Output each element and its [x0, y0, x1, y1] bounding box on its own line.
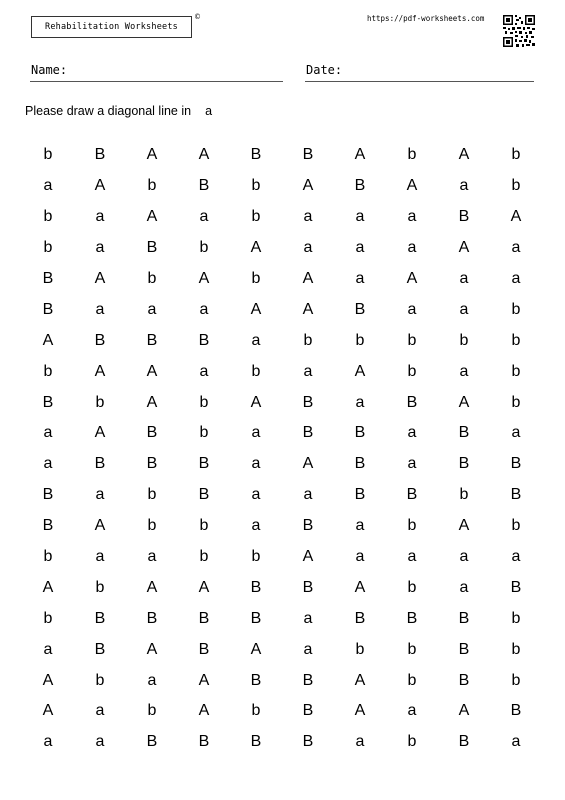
letter-cell[interactable]: a — [407, 548, 417, 566]
letter-cell[interactable]: B — [94, 331, 106, 349]
letter-cell[interactable]: b — [407, 331, 417, 349]
letter-cell[interactable]: B — [458, 640, 470, 658]
letter-cell[interactable]: b — [147, 486, 157, 504]
letter-cell[interactable]: A — [406, 177, 418, 195]
letter-cell[interactable]: b — [459, 331, 469, 349]
letter-cell[interactable]: a — [95, 548, 105, 566]
letter-cell[interactable]: b — [511, 177, 521, 195]
letter-cell[interactable]: b — [251, 702, 261, 720]
letter-cell[interactable]: b — [511, 362, 521, 380]
letter-cell[interactable]: A — [198, 146, 210, 164]
letter-cell[interactable]: b — [511, 671, 521, 689]
letter-cell[interactable]: b — [355, 331, 365, 349]
worksheet-title: Rehabilitation Worksheets — [31, 16, 192, 38]
letter-cell[interactable]: b — [251, 270, 261, 287]
letter-cell[interactable]: B — [302, 424, 314, 442]
letter-cell[interactable]: A — [302, 455, 314, 473]
letter-cell[interactable]: B — [250, 578, 262, 596]
letter-cell[interactable]: A — [354, 578, 366, 596]
letter-cell[interactable]: b — [43, 609, 53, 627]
letter-cell[interactable]: b — [147, 270, 157, 287]
letter-cell[interactable]: a — [511, 239, 521, 257]
letter-cell[interactable]: A — [354, 671, 366, 689]
letter-cell[interactable]: B — [42, 300, 54, 318]
letter-cell[interactable]: a — [303, 640, 313, 658]
letter-cell[interactable]: B — [42, 270, 54, 287]
letter-cell[interactable]: A — [458, 702, 470, 720]
letter-cell[interactable]: B — [354, 486, 366, 504]
letter-cell[interactable]: A — [42, 702, 54, 720]
letter-cell[interactable]: b — [355, 640, 365, 658]
letter-cell[interactable]: A — [94, 177, 106, 195]
letter-cell[interactable]: B — [198, 609, 210, 627]
letter-cell[interactable]: B — [250, 609, 262, 627]
letter-cell[interactable]: B — [510, 578, 522, 596]
letter-cell[interactable]: a — [407, 455, 417, 473]
letter-cell[interactable]: B — [406, 486, 418, 504]
letter-cell[interactable]: A — [250, 239, 262, 257]
letter-cell[interactable]: B — [146, 609, 158, 627]
copyright-mark: © — [194, 13, 201, 21]
letter-cell[interactable]: b — [43, 239, 53, 257]
letter-cell[interactable]: b — [43, 146, 53, 164]
letter-cell[interactable]: B — [302, 517, 314, 535]
qr-code-icon — [503, 15, 535, 47]
letter-cell[interactable]: a — [511, 424, 521, 442]
letter-cell[interactable]: A — [42, 331, 54, 349]
letter-cell[interactable]: B — [146, 239, 158, 257]
letter-cell[interactable]: A — [250, 393, 262, 411]
name-line[interactable] — [30, 81, 283, 82]
letter-cell[interactable]: B — [250, 733, 262, 751]
letter-cell[interactable]: A — [146, 362, 158, 380]
letter-cell[interactable]: a — [199, 208, 209, 226]
letter-cell[interactable]: b — [407, 640, 417, 658]
letter-cell[interactable]: a — [407, 208, 417, 226]
letter-cell[interactable]: a — [511, 270, 521, 287]
letter-cell[interactable]: B — [198, 331, 210, 349]
letter-cell[interactable]: B — [250, 671, 262, 689]
letter-cell[interactable]: b — [199, 517, 209, 535]
letter-cell[interactable]: b — [147, 177, 157, 195]
letter-cell[interactable]: a — [95, 300, 105, 318]
letter-cell[interactable]: b — [511, 393, 521, 411]
letter-cell[interactable]: A — [198, 702, 210, 720]
letter-cell[interactable]: a — [303, 362, 313, 380]
site-url: https://pdf-worksheets.com — [367, 14, 485, 23]
letter-cell[interactable]: b — [43, 548, 53, 566]
date-line[interactable] — [305, 81, 534, 82]
letter-cell[interactable]: a — [199, 362, 209, 380]
letter-cell[interactable]: a — [459, 177, 469, 195]
letter-cell[interactable]: B — [250, 146, 262, 164]
letter-cell[interactable]: b — [199, 393, 209, 411]
letter-cell[interactable]: a — [355, 517, 365, 535]
letter-cell[interactable]: a — [355, 393, 365, 411]
letter-cell[interactable]: B — [510, 455, 522, 473]
letter-cell[interactable]: B — [458, 208, 470, 226]
letter-cell[interactable]: a — [303, 486, 313, 504]
letter-cell[interactable]: b — [511, 331, 521, 349]
letter-cell[interactable]: B — [42, 486, 54, 504]
letter-cell[interactable]: A — [146, 640, 158, 658]
letter-cell[interactable]: a — [355, 208, 365, 226]
letter-cell[interactable]: a — [95, 702, 105, 720]
letter-cell[interactable]: B — [354, 609, 366, 627]
letter-cell[interactable]: A — [146, 146, 158, 164]
letter-cell[interactable]: a — [95, 733, 105, 751]
letter-cell[interactable]: A — [198, 270, 210, 287]
letter-cell[interactable]: a — [459, 362, 469, 380]
letter-cell[interactable]: B — [146, 424, 158, 442]
letter-cell[interactable]: A — [510, 208, 522, 226]
letter-cell[interactable]: a — [459, 578, 469, 596]
letter-cell[interactable]: b — [147, 517, 157, 535]
letter-cell[interactable]: B — [406, 609, 418, 627]
letter-cell[interactable]: b — [251, 362, 261, 380]
letter-cell[interactable]: A — [458, 517, 470, 535]
letter-cell[interactable]: a — [95, 486, 105, 504]
letter-cell[interactable]: b — [511, 609, 521, 627]
instruction-text: Please draw a diagonal line in — [25, 104, 192, 118]
letter-cell[interactable]: a — [355, 548, 365, 566]
letter-cell[interactable]: a — [251, 455, 261, 473]
letter-cell[interactable]: B — [354, 300, 366, 318]
letter-cell[interactable]: a — [95, 239, 105, 257]
letter-cell[interactable]: B — [42, 393, 54, 411]
letter-cell[interactable]: A — [458, 393, 470, 411]
letter-cell[interactable]: B — [302, 578, 314, 596]
letter-cell[interactable]: A — [198, 671, 210, 689]
letter-cell[interactable]: B — [42, 517, 54, 535]
letter-cell[interactable]: B — [94, 146, 106, 164]
letter-grid — [22, 140, 542, 758]
date-label: Date: — [306, 63, 343, 77]
letter-cell[interactable]: B — [198, 177, 210, 195]
letter-cell[interactable]: A — [250, 300, 262, 318]
letter-cell[interactable]: A — [302, 300, 314, 318]
letter-cell[interactable]: a — [147, 300, 157, 318]
letter-cell[interactable]: B — [146, 455, 158, 473]
letter-cell[interactable]: b — [407, 733, 417, 751]
name-label: Name: — [31, 63, 68, 77]
letter-cell[interactable]: b — [251, 177, 261, 195]
letter-cell[interactable]: a — [355, 239, 365, 257]
letter-cell[interactable]: A — [146, 393, 158, 411]
letter-cell[interactable]: A — [302, 177, 314, 195]
letter-cell[interactable]: a — [303, 208, 313, 226]
letter-cell[interactable]: a — [95, 208, 105, 226]
letter-cell[interactable]: B — [94, 455, 106, 473]
letter-cell[interactable]: B — [354, 177, 366, 195]
letter-cell[interactable]: b — [303, 331, 313, 349]
letter-cell[interactable]: a — [43, 424, 53, 442]
letter-cell[interactable]: b — [95, 393, 105, 411]
letter-cell[interactable]: a — [407, 702, 417, 720]
letter-cell[interactable]: A — [302, 270, 314, 287]
letter-cell[interactable]: B — [406, 393, 418, 411]
letter-cell[interactable]: a — [251, 486, 261, 504]
letter-cell[interactable]: A — [146, 578, 158, 596]
letter-cell[interactable]: b — [511, 640, 521, 658]
letter-cell[interactable]: B — [354, 424, 366, 442]
letter-cell[interactable]: A — [146, 208, 158, 226]
letter-cell[interactable]: A — [94, 362, 106, 380]
letter-cell[interactable]: B — [302, 671, 314, 689]
letter-cell[interactable]: A — [94, 424, 106, 442]
letter-cell[interactable]: b — [407, 517, 417, 535]
letter-cell[interactable]: a — [511, 548, 521, 566]
letter-cell[interactable]: A — [354, 702, 366, 720]
letter-cell[interactable]: B — [198, 455, 210, 473]
letter-cell[interactable]: b — [199, 424, 209, 442]
letter-cell[interactable]: b — [407, 362, 417, 380]
letter-cell[interactable]: a — [303, 239, 313, 257]
letter-cell[interactable]: a — [43, 455, 53, 473]
letter-cell[interactable]: B — [510, 702, 522, 720]
letter-cell[interactable]: a — [147, 671, 157, 689]
letter-cell[interactable]: A — [354, 362, 366, 380]
letter-cell[interactable]: b — [407, 146, 417, 164]
letter-cell[interactable]: B — [458, 424, 470, 442]
letter-cell[interactable]: A — [250, 640, 262, 658]
letter-cell[interactable]: A — [302, 548, 314, 566]
letter-cell[interactable]: b — [511, 517, 521, 535]
letter-cell[interactable]: a — [43, 733, 53, 751]
letter-cell[interactable]: b — [511, 300, 521, 318]
letter-cell[interactable]: A — [406, 270, 418, 287]
letter-cell[interactable]: a — [147, 548, 157, 566]
letter-cell[interactable]: A — [94, 517, 106, 535]
letter-cell[interactable]: B — [354, 455, 366, 473]
letter-cell[interactable]: B — [198, 640, 210, 658]
letter-cell[interactable]: b — [95, 671, 105, 689]
letter-cell[interactable]: a — [355, 733, 365, 751]
letter-cell[interactable]: a — [459, 270, 469, 287]
letter-cell[interactable]: a — [407, 300, 417, 318]
letter-cell[interactable]: B — [458, 609, 470, 627]
letter-cell[interactable]: B — [458, 455, 470, 473]
letter-cell[interactable]: B — [510, 486, 522, 504]
letter-cell[interactable]: a — [355, 270, 365, 287]
letter-cell[interactable]: b — [407, 671, 417, 689]
letter-cell[interactable]: B — [302, 702, 314, 720]
letter-cell[interactable]: B — [302, 733, 314, 751]
letter-cell[interactable]: a — [199, 300, 209, 318]
letter-cell[interactable]: B — [94, 609, 106, 627]
letter-cell[interactable]: a — [407, 239, 417, 257]
letter-cell[interactable]: b — [251, 548, 261, 566]
letter-cell[interactable]: a — [511, 733, 521, 751]
letter-cell[interactable]: b — [43, 362, 53, 380]
letter-cell[interactable]: A — [94, 270, 106, 287]
letter-cell[interactable]: a — [459, 548, 469, 566]
letter-cell[interactable]: A — [458, 146, 470, 164]
letter-cell[interactable]: B — [302, 146, 314, 164]
instruction — [25, 104, 212, 118]
letter-cell[interactable]: a — [459, 300, 469, 318]
letter-cell[interactable]: b — [251, 208, 261, 226]
letter-cell[interactable]: b — [511, 146, 521, 164]
letter-cell[interactable]: b — [459, 486, 469, 504]
letter-cell[interactable]: b — [199, 548, 209, 566]
letter-cell[interactable]: B — [198, 733, 210, 751]
letter-cell[interactable]: b — [95, 578, 105, 596]
letter-cell[interactable]: a — [251, 331, 261, 349]
letter-cell[interactable]: B — [458, 733, 470, 751]
letter-cell[interactable]: b — [407, 578, 417, 596]
letter-cell[interactable]: B — [94, 640, 106, 658]
letter-cell[interactable]: B — [146, 331, 158, 349]
letter-cell[interactable]: a — [251, 424, 261, 442]
letter-cell[interactable]: b — [43, 208, 53, 226]
instruction-target-letter: a — [205, 104, 213, 118]
letter-cell[interactable]: A — [198, 578, 210, 596]
letter-cell[interactable]: A — [354, 146, 366, 164]
letter-cell[interactable]: B — [146, 733, 158, 751]
letter-cell[interactable]: B — [198, 486, 210, 504]
letter-cell[interactable]: a — [407, 424, 417, 442]
letter-cell[interactable]: a — [43, 177, 53, 195]
letter-cell[interactable]: a — [43, 640, 53, 658]
letter-cell[interactable]: A — [42, 671, 54, 689]
letter-cell[interactable]: b — [199, 239, 209, 257]
letter-cell[interactable]: B — [458, 671, 470, 689]
letter-cell[interactable]: b — [147, 702, 157, 720]
letter-cell[interactable]: B — [302, 393, 314, 411]
letter-cell[interactable]: a — [303, 609, 313, 627]
letter-cell[interactable]: a — [251, 517, 261, 535]
letter-cell[interactable]: A — [42, 578, 54, 596]
letter-cell[interactable]: A — [458, 239, 470, 257]
